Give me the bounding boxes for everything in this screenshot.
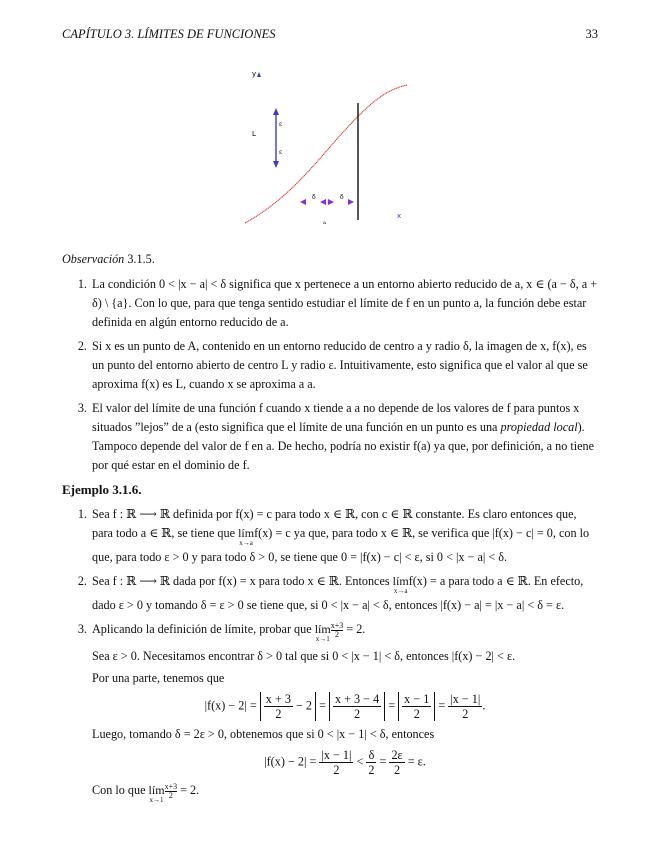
a-label: a <box>323 220 326 226</box>
page-header <box>62 27 598 42</box>
L-label: L <box>252 130 256 138</box>
arrow-down-icon <box>273 161 279 168</box>
main-content <box>62 250 598 810</box>
limit-notation: lím x→a <box>238 526 255 547</box>
delta-right-marker-icon <box>348 199 354 205</box>
inline-fraction: $\frac{x+3}{2}$ <box>330 620 344 639</box>
list-item: 2. Sea f : ℝ ⟶ ℝ dada por f(x) = x para todo x ∈ ℝ. Entonces lím x→a f(x) = a para todo a ∈ ℝ. En efecto, dado ε > 0 y tomando δ = ε > 0 se tiene que, si 0 < |x − a| < δ, entonces |f(x) − a| = |x − a| < δ = ε. <box>90 572 598 615</box>
observation-number: 3.1.5. <box>127 252 155 266</box>
chapter-title: CAPÍTULO 3. LÍMITES DE FUNCIONES <box>62 27 276 41</box>
display-equation-2: |f(x) − 2| = $\frac{|x - 1|}{2}$ < $\frac{\delta}{2}$ = $\frac{2\varepsilon}{2}$ = ε. <box>264 748 426 777</box>
list-item: 2. Si x es un punto de A, contenido en un entorno reducido de centro a y radio δ, la imagen de x, f(x), es un punto del entorno abierto de centro L y radio ε. Intuitivamente, esto significa que el valor al que se aproxima f(x) es L, cuando x se aproxima a a. <box>90 337 598 394</box>
display-equation-1: |f(x) − 2| = $\frac{x + 3}{2}$ − 2 = $\frac{x + 3 - 4}{2}$ = $\frac{x - 1}{2}$ = $\frac{|x - 1|}{2}$ . <box>204 692 486 721</box>
epsilon-label-bottom: ε <box>279 149 283 156</box>
delta-label-left: δ <box>312 194 316 201</box>
limit-notation: lím x→1 <box>314 622 331 643</box>
y-axis-arrow-icon <box>257 72 261 77</box>
limit-notation: lím x→a <box>392 574 409 595</box>
delta-center-left-icon <box>320 199 326 205</box>
arrow-up-icon <box>273 108 279 115</box>
list-item: 1. Sea f : ℝ ⟶ ℝ definida por f(x) = c para todo x ∈ ℝ, con c ∈ ℝ constante. Es claro entonces que, para todo a ∈ ℝ, se tiene que lím x→a f(x) = c ya que, para todo x ∈ ℝ, se verifica que |f(x) − c| = 0, con lo que, para todo ε > 0 y para todo δ > 0, se tiene que 0 = |f(x) − c| < ε, si 0 < |x − a| < δ. <box>90 505 598 567</box>
epsilon-label-top: ε <box>279 121 283 128</box>
example-list <box>62 505 598 805</box>
italic-term: propiedad local <box>500 420 578 434</box>
observation-heading <box>62 250 598 269</box>
page-number: 33 <box>585 27 598 41</box>
example-title: Ejemplo 3.1.6. <box>62 482 142 497</box>
delta-label-right: δ <box>340 194 344 201</box>
delta-center-right-icon <box>328 199 334 205</box>
proof-paragraph: Por una parte, tenemos que <box>92 671 225 685</box>
limit-figure <box>245 68 415 228</box>
list-item: 1. La condición 0 < |x − a| < δ significa que x pertenece a un entorno abierto reducido de a, x ∈ (a − δ, a + δ) \ {a}. Con lo que, para que tenga sentido estudiar el límite de f en un punto a, la función debe estar definida en algún entorno reducido de a. <box>90 275 598 332</box>
proof-paragraph: Sea ε > 0. Necesitamos encontrar δ > 0 tal que si 0 < |x − 1| < δ, entonces |f(x) − 2| < ε. <box>92 649 516 663</box>
list-item: 3. Aplicando la definición de límite, probar que lím x→1 $\frac{x+3}{2} = 2$. Sea ε > 0. Necesitamos encontrar δ > 0 tal que si 0 < |x − 1| < δ, entonces |f(x) − 2| < ε. Por una parte, tenemos que |f(x) − 2| = $\frac{x + 3}{2}$ − 2 = $\frac{x + 3 - 4}{2}$ = $\frac{x - 1}{2}$ = $\frac{|x - 1|}{2}$ . Luego, tomando δ = 2ε > 0, obtenemos que si 0 < |x − 1| < δ, entonces |f(x) − 2| = $\frac{|x - 1|}{2}$ < $\frac{\delta}{2}$ = $\frac{2\varepsilon}{2}$ = ε. Con lo que lím x→1 $\frac{x+3}{2} = 2$. <box>90 620 598 805</box>
proof-paragraph: Luego, tomando δ = 2ε > 0, obtenemos que si 0 < |x − 1| < δ, entonces <box>92 727 435 741</box>
x-axis-label: x <box>397 212 402 220</box>
observation-title: Observación <box>62 252 125 266</box>
proof-conclusion: Con lo que lím x→1 $\frac{x+3}{2} = 2$. <box>92 781 200 804</box>
y-axis-label: y <box>252 70 257 78</box>
observation-list <box>62 275 598 475</box>
delta-left-marker-icon <box>300 199 306 205</box>
list-item: 3. El valor del límite de una función f cuando x tiende a a no depende de los valores de f para puntos x situados ”lejos” de a (esto significa que el límite de una función en un punto es una propiedad local). Tampoco depende del valor de f en a. De hecho, podría no existir f(a) ya que, por definición, a no tiene por qué estar en el dominio de f. <box>90 399 598 475</box>
